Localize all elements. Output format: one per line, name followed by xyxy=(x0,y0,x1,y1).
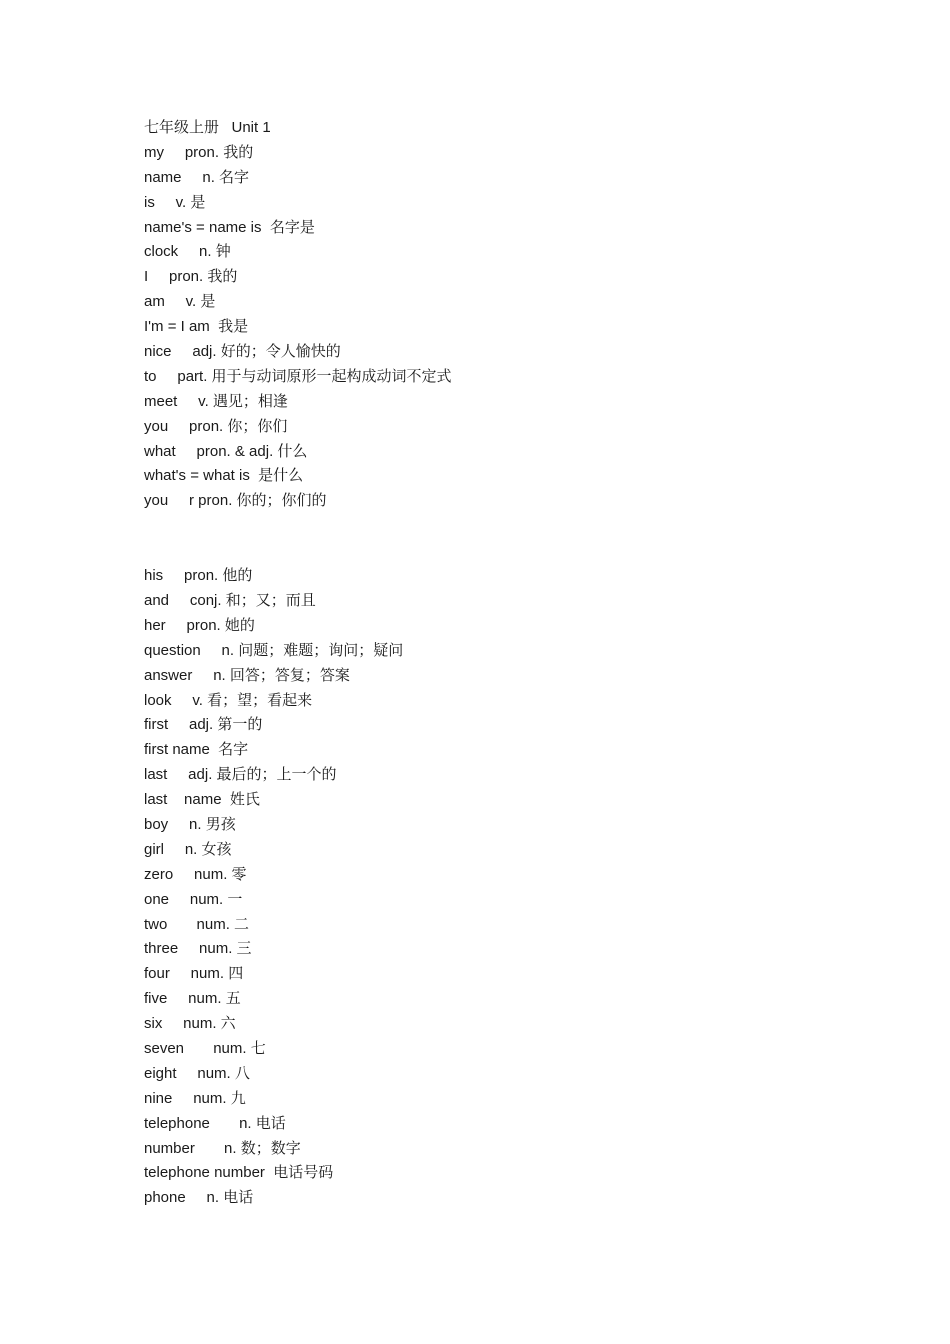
section-spacer xyxy=(144,514,452,564)
vocab-entry: answer n. 回答；答复；答案 xyxy=(144,666,350,684)
vocab-entry: first adj. 第一的 xyxy=(144,716,263,734)
vocab-entry: last adj. 最后的；上一个的 xyxy=(144,766,337,784)
vocab-entry: am v. 是 xyxy=(144,293,216,311)
vocab-entry: seven num. 七 xyxy=(144,1039,266,1057)
vocab-entry: last name 姓氏 xyxy=(144,791,260,809)
vocab-entry: girl n. 女孩 xyxy=(144,840,232,858)
vocab-entry: question n. 问题；难题；询问；疑问 xyxy=(144,641,404,659)
vocab-entry: one num. 一 xyxy=(144,890,243,908)
vocab-entry: eight num. 八 xyxy=(144,1064,250,1082)
vocab-entry: I pron. 我的 xyxy=(144,268,238,286)
vocab-entry: six num. 六 xyxy=(144,1015,236,1033)
vocab-entry: first name 名字 xyxy=(144,741,249,759)
vocab-entry: nine num. 九 xyxy=(144,1089,246,1107)
vocab-entry: is v. 是 xyxy=(144,193,206,211)
vocab-entry: name n. 名字 xyxy=(144,168,250,186)
vocab-entry: meet v. 遇见；相逢 xyxy=(144,392,288,410)
page-title: 七年级上册 Unit 1 xyxy=(144,119,271,136)
vocab-entry: you r pron. 你的；你们的 xyxy=(144,492,327,510)
vocab-entry: what pron. & adj. 什么 xyxy=(144,442,308,460)
vocab-entry: his pron. 他的 xyxy=(144,567,253,585)
vocab-entry: two num. 二 xyxy=(144,915,250,933)
vocab-entry: her pron. 她的 xyxy=(144,616,255,634)
vocab-entry: and conj. 和；又；而且 xyxy=(144,591,316,609)
vocab-entry: zero num. 零 xyxy=(144,865,247,883)
vocab-entry: boy n. 男孩 xyxy=(144,815,236,833)
vocab-entry: look v. 看；望；看起来 xyxy=(144,691,313,709)
vocab-entry: telephone n. 电话 xyxy=(144,1114,286,1132)
vocab-entry: telephone number 电话号码 xyxy=(144,1164,334,1182)
vocab-entry: nice adj. 好的；令人愉快的 xyxy=(144,343,341,361)
vocab-entry: to part. 用于与动词原形一起构成动词不定式 xyxy=(144,367,452,385)
vocab-entry: five num. 五 xyxy=(144,990,241,1008)
vocab-entry: phone n. 电话 xyxy=(144,1189,254,1207)
vocab-entry: four num. 四 xyxy=(144,965,244,983)
vocab-entry: name's = name is 名字是 xyxy=(144,218,315,236)
vocabulary-list xyxy=(144,116,452,1211)
vocab-entry: what's = what is 是什么 xyxy=(144,467,304,485)
vocab-entry: I'm = I am 我是 xyxy=(144,318,249,336)
vocab-entry: clock n. 钟 xyxy=(144,243,231,261)
vocab-entry: you pron. 你；你们 xyxy=(144,417,288,435)
vocab-entry: my pron. 我的 xyxy=(144,143,254,161)
vocab-entry: number n. 数；数字 xyxy=(144,1139,301,1157)
vocab-entry: three num. 三 xyxy=(144,940,252,958)
